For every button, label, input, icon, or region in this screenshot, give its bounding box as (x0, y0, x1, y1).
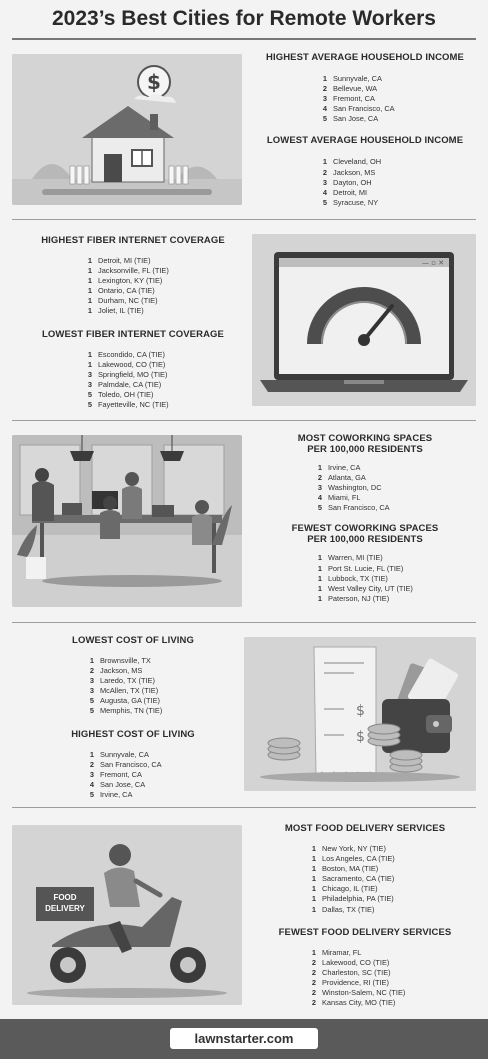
ranked-list (80, 350, 248, 411)
list-item: 1 Los Angeles, CA (TIE) (311, 854, 395, 864)
income-lists (250, 52, 480, 208)
section-divider (12, 420, 476, 421)
list-item: 3 Dayton, OH (322, 177, 372, 187)
section-divider (12, 622, 476, 623)
list-heading: HIGHEST AVERAGE HOUSEHOLD INCOME (266, 52, 464, 63)
list-item: 3 Springfield, MO (TIE) (87, 369, 168, 379)
section-divider (12, 807, 476, 808)
site-link[interactable]: lawnstarter.com (170, 1028, 318, 1049)
list-item: 2 Bellevue, WA (322, 84, 378, 94)
food-lists (248, 823, 482, 1008)
delivery-scooter-icon (12, 825, 242, 1005)
list-heading: FEWEST COWORKING SPACES PER 100,000 RESIDENTS (291, 523, 439, 546)
list-item: 2 Atlanta, GA (317, 473, 366, 483)
svg-text:$: $ (356, 703, 365, 719)
list-heading: HIGHEST FIBER INTERNET COVERAGE (41, 235, 225, 246)
title-divider (12, 38, 476, 40)
svg-text:— ▫ ✕: — ▫ ✕ (422, 259, 445, 267)
list-item: 3 Laredo, TX (TIE) (89, 676, 155, 686)
list-item: 1 Cleveland, OH (322, 157, 382, 167)
list-heading: MOST FOOD DELIVERY SERVICES (284, 823, 446, 834)
list-item: 1 Philadelphia, PA (TIE) (311, 894, 394, 904)
list-item: 1 Port St. Lucie, FL (TIE) (317, 563, 404, 573)
list-item: 3 Fremont, CA (89, 769, 142, 779)
list-item: 2 Winston-Salem, NC (TIE) (311, 988, 406, 998)
list-item: 1 Sunnyvale, CA (322, 74, 382, 83)
list-item: 3 McAllen, TX (TIE) (89, 686, 159, 696)
svg-text:FOOD: FOOD (53, 893, 77, 902)
list-item: 1 West Valley City, UT (TIE) (317, 583, 413, 593)
list-item: 2 Jackson, MS (89, 666, 143, 676)
list-item: 1 Jacksonville, FL (TIE) (87, 266, 169, 276)
list-heading: LOWEST COST OF LIVING (72, 635, 194, 646)
list-item: 1 Detroit, MI (TIE) (87, 256, 151, 265)
footer-bar (0, 1019, 488, 1059)
list-item: 1 Dallas, TX (TIE) (311, 904, 375, 914)
list-item: 1 Ontario, CA (TIE) (87, 286, 155, 296)
list-item: 4 San Francisco, CA (322, 104, 395, 114)
fiber-lists (18, 235, 248, 410)
list-item: 1 Paterson, NJ (TIE) (317, 593, 390, 603)
list-item: 3 Washington, DC (317, 483, 382, 493)
list-item: 1 Boston, MA (TIE) (311, 864, 379, 874)
list-item: 1 Joliet, IL (TIE) (87, 306, 144, 316)
laptop-speedometer-icon (252, 234, 476, 406)
list-item: 1 Sunnyvale, CA (89, 749, 149, 759)
list-item: 1 Irvine, CA (317, 463, 361, 472)
list-item: 5 Irvine, CA (89, 789, 133, 799)
list-item: 5 Syracuse, NY (322, 197, 379, 207)
list-item: 3 Palmdale, CA (TIE) (87, 379, 162, 389)
list-item: 2 Lakewood, CO (TIE) (311, 957, 390, 967)
list-item: 3 Fremont, CA (322, 94, 375, 104)
cost-lists (18, 635, 248, 800)
ranked-list (82, 750, 248, 800)
list-item: 4 San Jose, CA (89, 779, 146, 789)
ranked-list (310, 553, 480, 603)
svg-text:$: $ (356, 729, 365, 745)
list-item: 1 Lexington, KY (TIE) (87, 276, 163, 286)
list-item: 1 Lakewood, CO (TIE) (87, 359, 166, 369)
list-item: 2 San Francisco, CA (89, 759, 162, 769)
list-item: 5 Fayetteville, NC (TIE) (87, 400, 169, 410)
list-heading: LOWEST FIBER INTERNET COVERAGE (42, 328, 224, 340)
list-item: 4 Miami, FL (317, 493, 361, 503)
list-item: 1 Brownsville, TX (89, 656, 151, 665)
house-with-dollar-icon (12, 54, 242, 205)
list-item: 1 Escondido, CA (TIE) (87, 349, 165, 359)
list-item: 2 Jackson, MS (322, 167, 376, 177)
page-title: 2023’s Best Cities for Remote Workers (52, 7, 436, 30)
list-item: 1 Warren, MI (TIE) (317, 553, 383, 563)
list-item: 1 Lubbock, TX (TIE) (317, 573, 388, 583)
list-item: 5 Toledo, OH (TIE) (87, 389, 154, 399)
list-item: 1 Chicago, IL (TIE) (311, 884, 378, 894)
list-item: 5 Augusta, GA (TIE) (89, 696, 160, 706)
list-item: 1 Miramar, FL (311, 947, 362, 957)
list-item: 1 Durham, NC (TIE) (87, 296, 158, 306)
ranked-list (304, 844, 482, 915)
list-item: 2 Providence, RI (TIE) (311, 977, 389, 987)
list-item: 2 Charleston, SC (TIE) (311, 967, 391, 977)
coworking-office-icon (12, 435, 242, 607)
coworking-lists (250, 433, 480, 604)
ranked-list (82, 656, 248, 717)
list-item: 5 San Francisco, CA (317, 503, 390, 513)
svg-text:$: $ (147, 70, 161, 94)
ranked-list (315, 74, 480, 124)
list-heading: FEWEST FOOD DELIVERY SERVICES (278, 926, 452, 938)
section-divider (12, 219, 476, 220)
receipt-wallet-coins-icon (244, 637, 476, 791)
list-heading: HIGHEST COST OF LIVING (71, 728, 195, 740)
ranked-list (80, 256, 248, 317)
list-item: 1 New York, NY (TIE) (311, 844, 386, 853)
list-heading: MOST COWORKING SPACES PER 100,000 RESIDENTS (297, 433, 433, 455)
ranked-list (304, 948, 482, 1009)
list-item: 2 Kansas City, MO (TIE) (311, 998, 396, 1008)
list-item: 5 Memphis, TN (TIE) (89, 706, 163, 716)
list-item: 1 Sacramento, CA (TIE) (311, 874, 395, 884)
svg-text:DELIVERY: DELIVERY (45, 904, 85, 913)
list-item: 4 Detroit, MI (322, 187, 368, 197)
ranked-list (315, 157, 480, 207)
list-item: 5 San Jose, CA (322, 114, 379, 124)
ranked-list (310, 463, 480, 513)
list-heading: LOWEST AVERAGE HOUSEHOLD INCOME (266, 135, 464, 147)
